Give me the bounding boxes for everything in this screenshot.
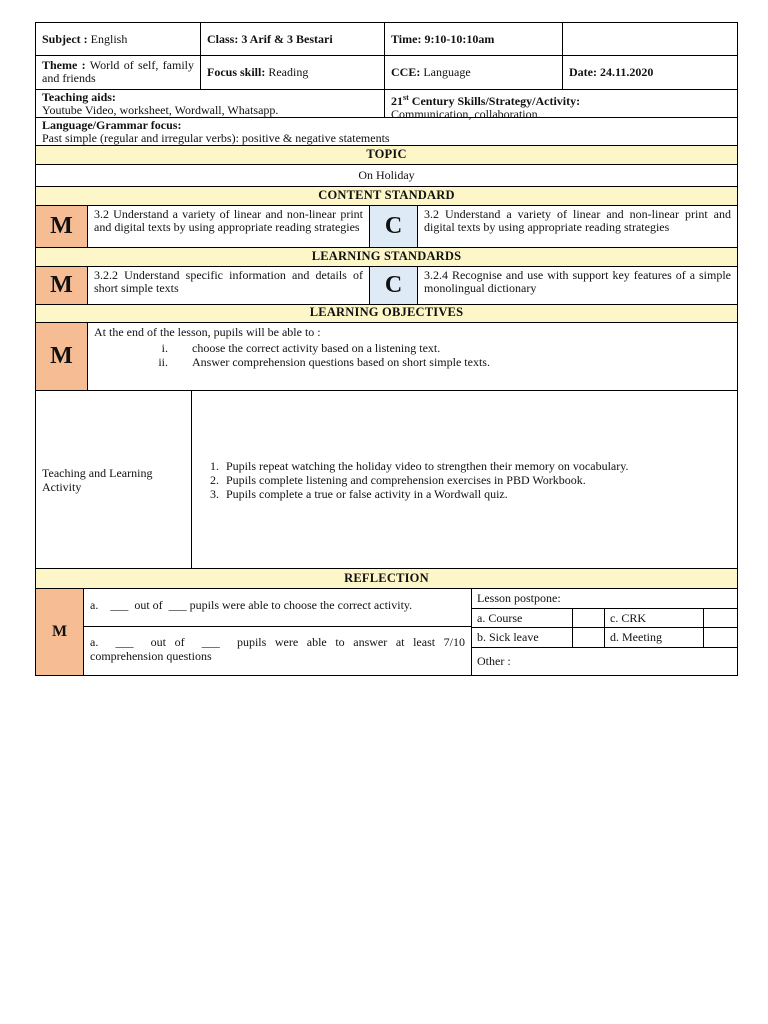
grammar-label: Language/Grammar focus: bbox=[42, 118, 182, 132]
theme-label: Theme : bbox=[42, 58, 86, 72]
activity-item: 2. Pupils complete listening and comprehension exercises in PBD Workbook. bbox=[222, 473, 628, 487]
content-main-letter: M bbox=[36, 206, 88, 247]
activity-body bbox=[192, 391, 737, 568]
header-row-2 bbox=[35, 56, 738, 90]
objectives-letter: M bbox=[36, 323, 88, 390]
postpone-row-1 bbox=[472, 609, 737, 628]
topic-value-row bbox=[35, 165, 738, 187]
subject-value: English bbox=[90, 31, 128, 46]
objectives-heading: LEARNING OBJECTIVES bbox=[309, 305, 464, 319]
cce-value: Language bbox=[423, 65, 471, 79]
skills-cell bbox=[385, 90, 737, 121]
postpone-row-2 bbox=[472, 628, 737, 648]
content-standard-row bbox=[35, 206, 738, 248]
objectives-list bbox=[94, 341, 731, 369]
reflection-heading-row bbox=[35, 569, 738, 589]
learning-standards-heading-row bbox=[35, 248, 738, 267]
postpone-label: Lesson postpone: bbox=[477, 591, 561, 605]
reflection-lines bbox=[84, 589, 472, 675]
objective-item: ii. Answer comprehension questions based on short simple texts. bbox=[158, 355, 490, 369]
class-cell: Class: 3 Arif & 3 Bestari bbox=[201, 23, 385, 55]
focus-cell bbox=[201, 56, 385, 89]
option-course: a. Course bbox=[472, 609, 573, 627]
option-sick-leave: b. Sick leave bbox=[472, 628, 573, 647]
header-row-1 bbox=[35, 22, 738, 56]
reflection-letter: M bbox=[36, 589, 84, 675]
option-sick-leave-box[interactable] bbox=[573, 628, 605, 647]
cce-label: CCE: bbox=[391, 65, 421, 79]
ls-comp-text: 3.2.4 Recognise and use with support key features of a simple monolingual dictionary bbox=[424, 268, 731, 295]
time-cell: Time: 9:10-10:10am bbox=[385, 23, 563, 55]
aids-row bbox=[35, 90, 738, 121]
option-meeting: d. Meeting bbox=[605, 628, 704, 647]
option-crk-box[interactable] bbox=[704, 609, 737, 627]
objectives-body bbox=[88, 323, 737, 390]
reflection-line-1: a. ___ out of ___ pupils were able to choose the correct activity. bbox=[84, 589, 471, 627]
option-course-box[interactable] bbox=[573, 609, 605, 627]
reflection-line-2: a. ___ out of ___ pupils were able to answer at least 7/10 comprehension questions bbox=[90, 635, 468, 663]
theme-cell bbox=[36, 56, 201, 89]
postpone-other-row bbox=[472, 648, 737, 675]
focus-label: Focus skill: bbox=[207, 65, 266, 79]
teaching-aids-cell bbox=[36, 90, 385, 117]
subject-label: Subject : bbox=[42, 31, 88, 46]
reflection-heading: REFLECTION bbox=[344, 571, 429, 585]
postpone-label-row bbox=[472, 589, 737, 609]
content-main-text: 3.2 Understand a variety of linear and non-linear print and digital texts by using appropriate reading strategies bbox=[88, 206, 370, 247]
activity-label: Teaching and Learning Activity bbox=[36, 391, 192, 568]
option-meeting-box[interactable] bbox=[704, 628, 737, 647]
teaching-aids-label: Teaching aids: bbox=[42, 90, 116, 104]
grammar-row bbox=[35, 118, 738, 146]
cce-cell bbox=[385, 56, 563, 89]
activity-row bbox=[35, 391, 738, 569]
grammar-cell bbox=[36, 118, 737, 145]
objectives-intro: At the end of the lesson, pupils will be able to : bbox=[94, 325, 321, 339]
grammar-value: Past simple (regular and irregular verbs): positive & negative statements bbox=[42, 131, 390, 145]
reflection-row bbox=[35, 589, 738, 676]
content-comp-text: 3.2 Understand a variety of linear and non-linear print and digital texts by using appropriate reading strategies bbox=[424, 207, 731, 234]
theme-value: World of self, family and friends bbox=[42, 58, 194, 85]
option-crk: c. CRK bbox=[605, 609, 704, 627]
objective-item: i. choose the correct activity based on a listening text. bbox=[161, 341, 441, 355]
ls-main-letter: M bbox=[36, 267, 88, 304]
activity-item: 3. Pupils complete a true or false activity in a Wordwall quiz. bbox=[222, 487, 628, 501]
ls-main-text: 3.2.2 Understand specific information and details of short simple texts bbox=[88, 267, 370, 304]
content-standard-heading: CONTENT STANDARD bbox=[318, 188, 455, 202]
topic-heading: TOPIC bbox=[366, 147, 407, 161]
learning-standards-heading: LEARNING STANDARDS bbox=[311, 249, 462, 263]
ls-comp-letter: C bbox=[370, 267, 418, 304]
objectives-heading-row bbox=[35, 305, 738, 323]
focus-value: Reading bbox=[268, 65, 309, 79]
subject-cell bbox=[36, 23, 201, 55]
content-standard-heading-row bbox=[35, 187, 738, 206]
learning-standards-row bbox=[35, 267, 738, 305]
teaching-aids-value: Youtube Video, worksheet, Wordwall, Whatsapp. bbox=[42, 103, 279, 117]
topic-value: On Holiday bbox=[358, 168, 415, 182]
date-cell: Date: 24.11.2020 bbox=[569, 65, 654, 79]
skills-value: Communication, collaboration. bbox=[391, 107, 541, 121]
lesson-plan bbox=[35, 22, 738, 676]
option-other: Other : bbox=[477, 654, 511, 668]
empty-header-cell bbox=[563, 23, 737, 55]
objectives-row bbox=[35, 323, 738, 391]
skills-label: 21st Century Skills/Strategy/Activity: bbox=[391, 93, 581, 108]
topic-heading-row bbox=[35, 146, 738, 165]
content-comp-letter: C bbox=[370, 206, 418, 247]
activity-list bbox=[198, 459, 628, 501]
activity-item: 1. Pupils repeat watching the holiday video to strengthen their memory on vocabulary. bbox=[222, 459, 628, 473]
postpone-table bbox=[472, 589, 737, 675]
